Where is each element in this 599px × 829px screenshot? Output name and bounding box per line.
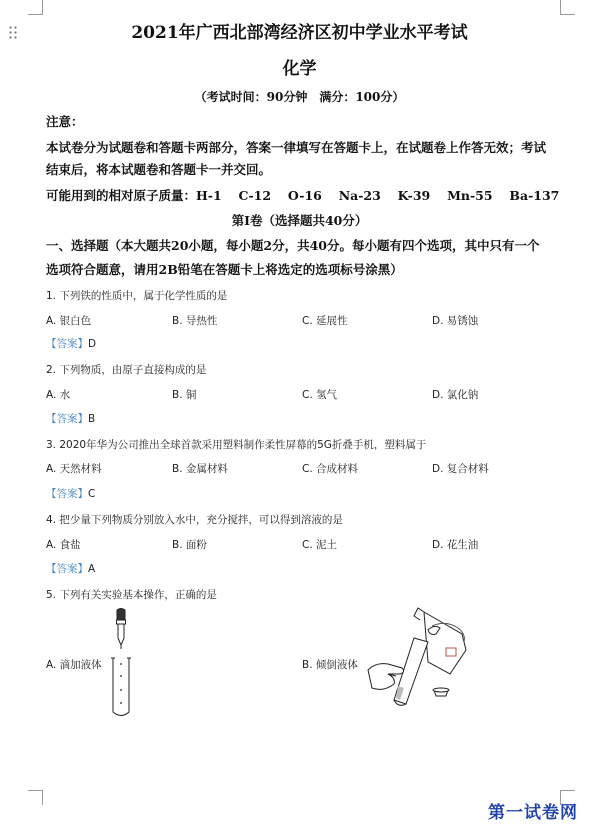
crop-mark-top-left <box>28 0 43 15</box>
question-4-stem: 4. 把少量下列物质分别放入水中，充分搅拌，可以得到溶液的是 <box>46 514 343 526</box>
answer-value: D <box>88 338 97 350</box>
answer-tag: 【答案】 <box>46 488 88 500</box>
answer-value: B <box>88 413 96 425</box>
question-4-answer <box>46 561 95 576</box>
question-2-option-a: A. 水 <box>46 389 71 401</box>
question-5-option-a: A. 滴加液体 <box>46 659 102 671</box>
notice-line-1: 本试卷分为试题卷和答题卡两部分，答案一律填写在答题卡上，在试题卷上作答无效；考试 <box>46 140 547 155</box>
question-3-stem: 3. 2020年华为公司推出全球首款采用塑料制作柔性屏幕的5G折叠手机，塑料属于 <box>46 439 427 451</box>
question-2-answer <box>46 411 95 426</box>
question-4-option-c: C. 泥土 <box>302 539 338 551</box>
answer-tag: 【答案】 <box>46 338 88 350</box>
exam-title: 2021年广西北部湾经济区初中学业水平考试 <box>131 23 468 43</box>
subject-title: 化学 <box>282 59 317 79</box>
question-2-stem: 2. 下列物质，由原子直接构成的是 <box>46 364 207 376</box>
question-2-option-c: C. 氢气 <box>302 389 338 401</box>
watermark: 第一试卷网 <box>488 803 578 823</box>
answer-value: A <box>88 563 96 575</box>
answer-tag: 【答案】 <box>46 563 88 575</box>
question-5-stem: 5. 下列有关实验基本操作，正确的是 <box>46 589 217 601</box>
question-1-option-a: A. 银白色 <box>46 315 92 327</box>
notice-line-2: 结束后，将本试题卷和答题卡一并交回。 <box>46 162 272 177</box>
question-4-option-d: D. 花生油 <box>432 539 479 551</box>
atomic-masses: 可能用到的相对原子质量：H-1 C-12 O-16 Na-23 K-39 Mn-55 Ba-137 <box>46 188 560 203</box>
question-1-option-d: D. 易锈蚀 <box>432 315 479 327</box>
dropper-test-tube-figure <box>106 608 136 720</box>
question-4-option-a: A. 食盐 <box>46 539 81 551</box>
answer-value: C <box>88 488 96 500</box>
question-3-option-a: A. 天然材料 <box>46 463 102 475</box>
section-title: 第Ⅰ卷（选择题共40分） <box>231 213 368 228</box>
exam-info: （考试时间：90分钟 满分：100分） <box>194 90 405 104</box>
question-2-option-d: D. 氯化钠 <box>432 389 479 401</box>
section-intro-line-2: 选项符合题意，请用2B铅笔在答题卡上将选定的选项标号涂黑） <box>46 262 403 277</box>
section-intro-line-1: 一、选择题（本大题共20小题，每小题2分，共40分。每小题有四个选项，其中只有一个 <box>46 238 540 253</box>
crop-mark-top-right <box>560 0 575 15</box>
question-3-option-b: B. 金属材料 <box>172 463 228 475</box>
question-3-option-c: C. 合成材料 <box>302 463 359 475</box>
question-1-option-b: B. 导热性 <box>172 315 218 327</box>
question-1-option-c: C. 延展性 <box>302 315 348 327</box>
pouring-liquid-figure <box>366 604 482 722</box>
question-4-option-b: B. 面粉 <box>172 539 207 551</box>
answer-tag: 【答案】 <box>46 413 88 425</box>
question-2-option-b: B. 铜 <box>172 389 197 401</box>
question-3-answer <box>46 486 95 501</box>
question-1-stem: 1. 下列铁的性质中，属于化学性质的是 <box>46 290 228 302</box>
question-1-answer <box>46 336 96 351</box>
notice-label: 注意： <box>46 114 84 129</box>
crop-mark-bottom-left <box>28 790 43 805</box>
question-3-option-d: D. 复合材料 <box>432 463 489 475</box>
question-5-option-b: B. 倾倒液体 <box>302 659 358 671</box>
